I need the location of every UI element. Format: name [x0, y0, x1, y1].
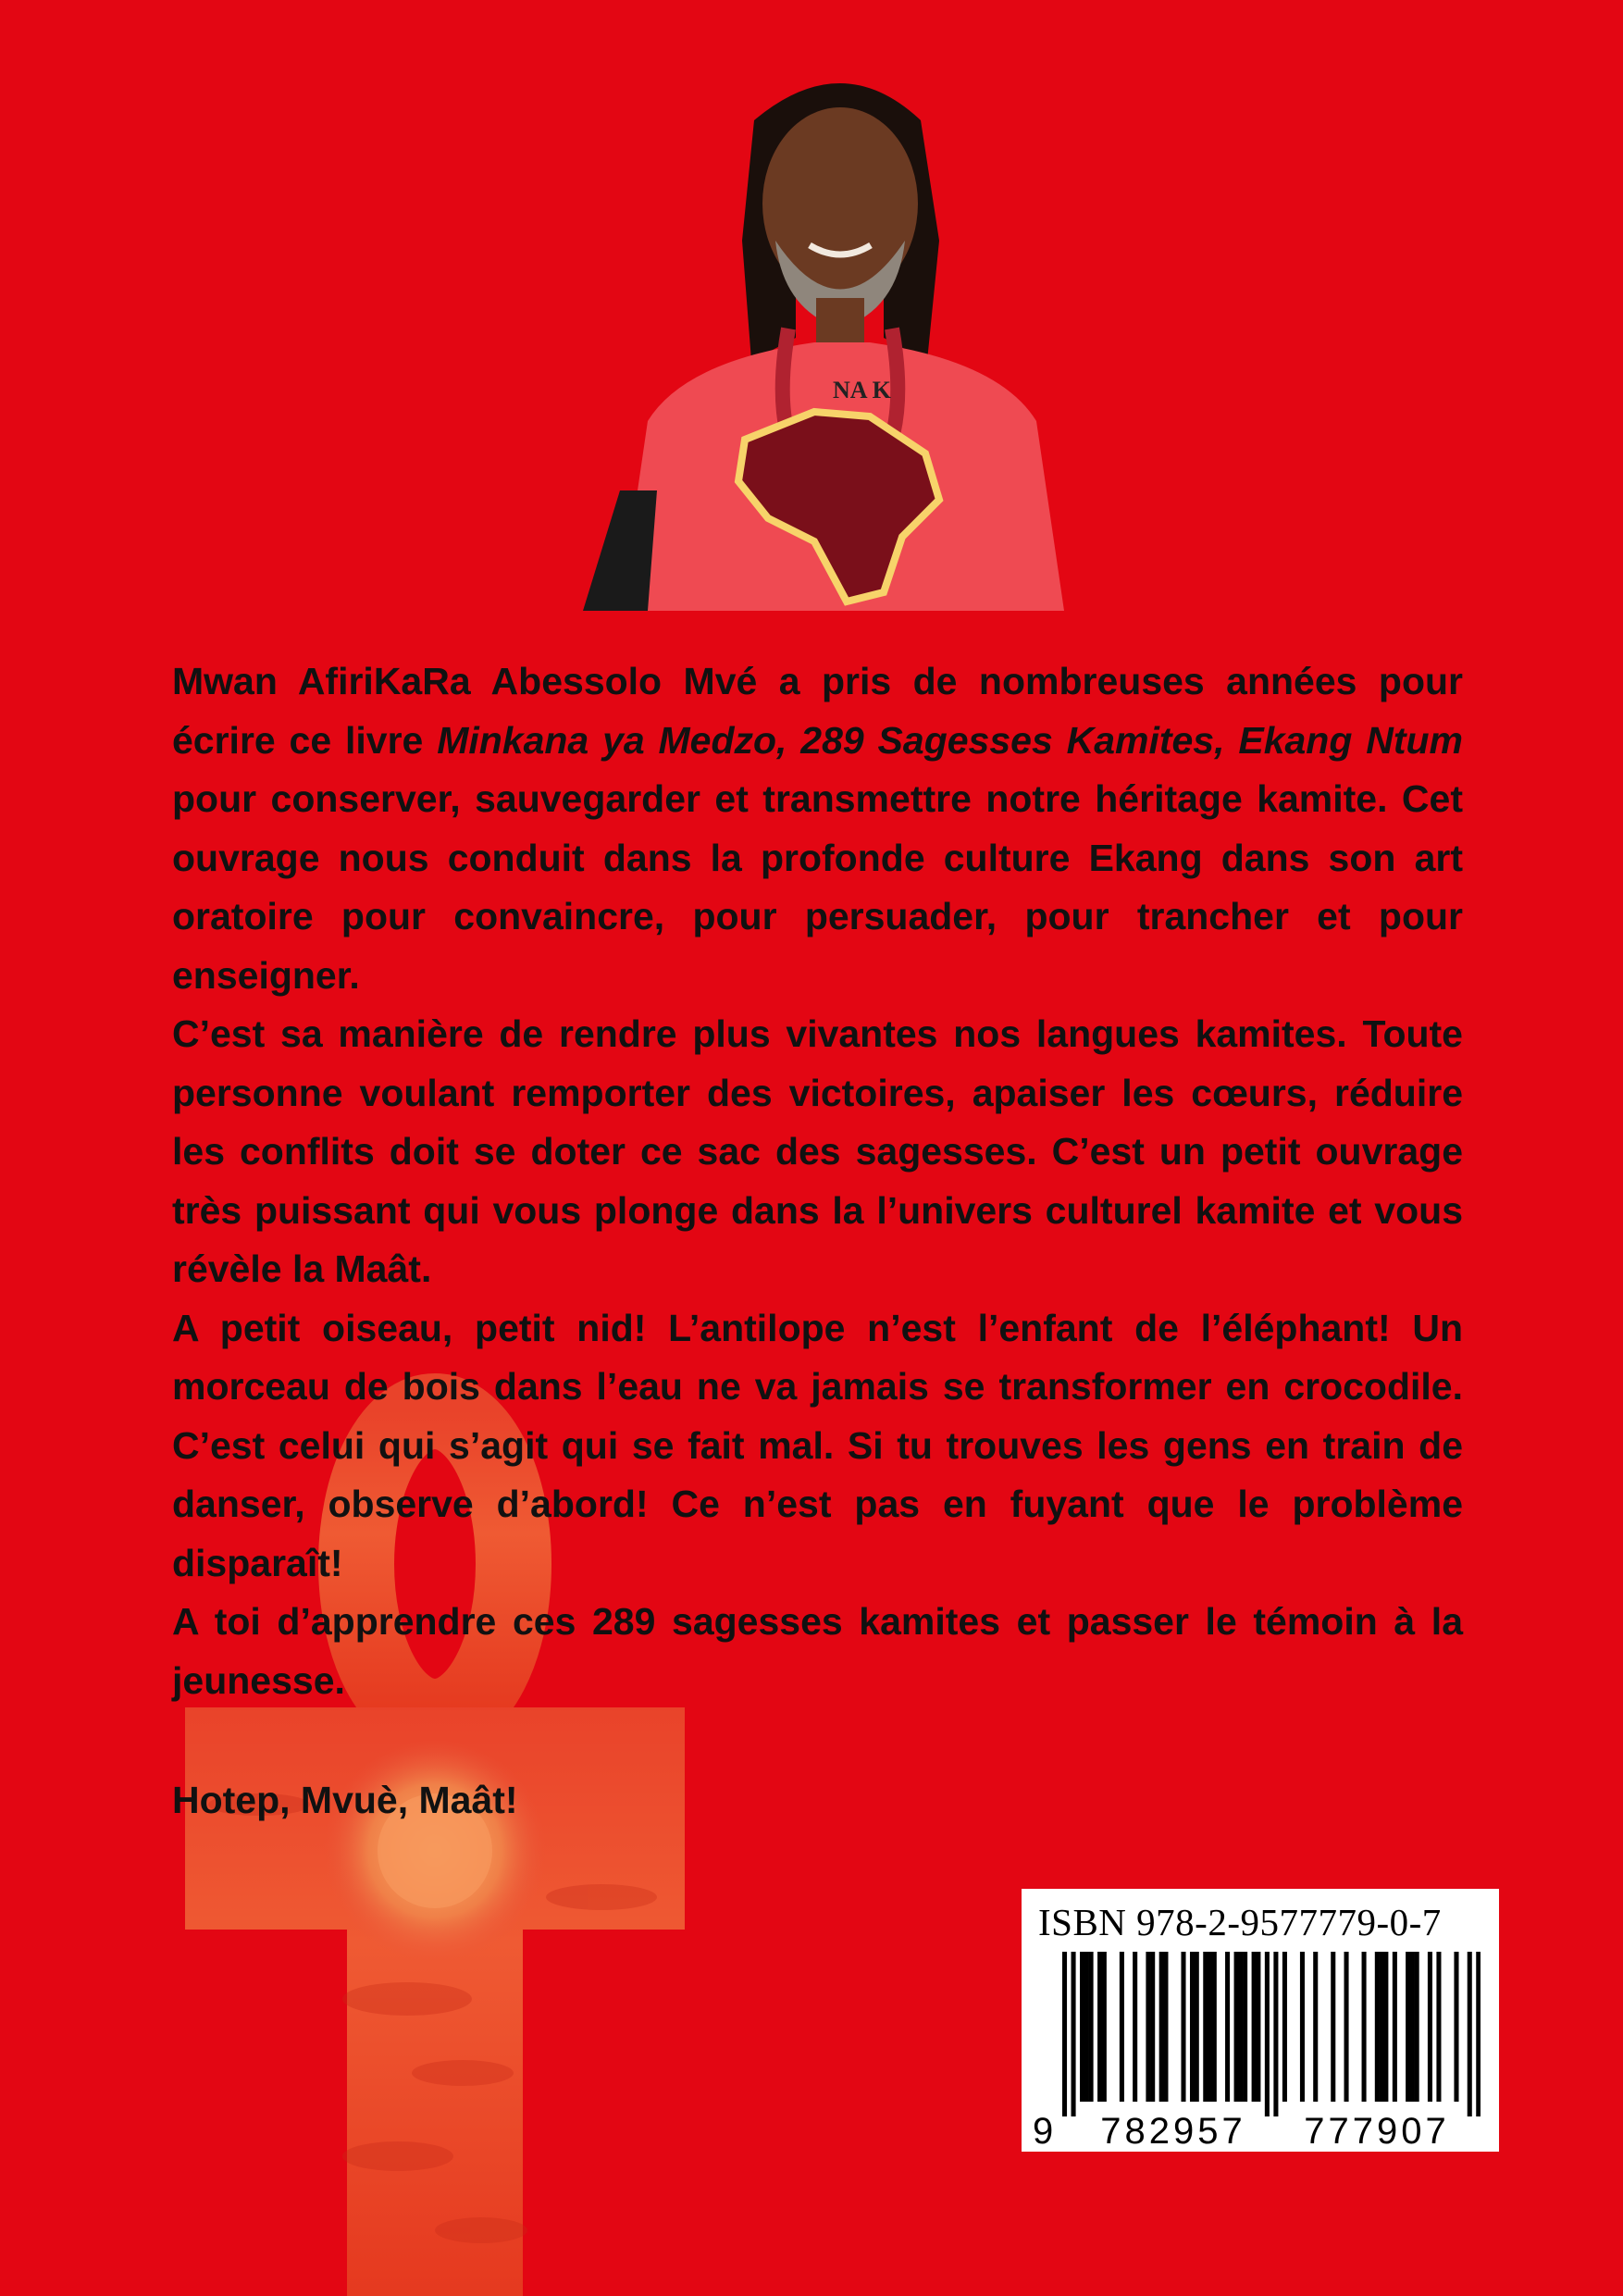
blurb-paragraph-4: A toi d’apprendre ces 289 sagesses kamites et passer le témoin à la jeunesse. — [172, 1600, 1463, 1702]
barcode-bar — [1468, 1952, 1472, 2116]
barcode-bar — [1476, 1952, 1481, 2116]
barcode-bar — [1120, 1952, 1124, 2102]
barcode-bar — [1097, 1952, 1102, 2102]
shirt-print-text: NA K — [833, 377, 891, 403]
isbn-label: ISBN 978-2-9577779-0-7 — [1038, 1901, 1442, 1943]
back-cover-blurb — [172, 652, 1463, 1710]
barcode-bar — [1190, 1952, 1195, 2102]
barcode-bar — [1243, 1952, 1247, 2102]
isbn-barcode — [1022, 1889, 1499, 2152]
barcode-bar — [1393, 1952, 1397, 2102]
ean-right-digits: 777907 — [1304, 2111, 1450, 2152]
barcode-bar — [1252, 1952, 1257, 2102]
blurb-paragraph-3: A petit oiseau, petit nid! L’antilope n’est l’enfant de l’éléphant! Un morceau de bois dans l’eau ne va jamais se transformer en crocodile. C’est celui qui s’agit qui se fait mal. Si tu trouves les gens en train de danser, observe d’abord! Ce n’est pas en fuyant que le problème disparaît! — [172, 1306, 1463, 1584]
barcode-bar — [1225, 1952, 1230, 2102]
blurb-paragraph-1: Mwan AfiriKaRa Abessolo Mvé a pris de nombreuses années pour écrire ce livre Minkana ya Medzo, 289 Sagesses Kamites, Ekang Ntum pour conserver, sauvegarder et transmettre notre héritage kamite. Cet ouvrage nous conduit dans la profonde culture Ekang dans son art oratoire pour convaincre, pour persuader, pour trancher et pour enseigner. — [172, 660, 1463, 997]
barcode-bars — [1062, 1952, 1481, 2116]
barcode-bar — [1146, 1952, 1150, 2102]
closing-greeting: Hotep, Mvuè, Maât! — [172, 1779, 518, 1821]
barcode-bar — [1380, 1952, 1384, 2102]
blurb-paragraph-2: C’est sa manière de rendre plus vivantes nos langues kamites. Toute personne voulant remporter des victoires, apaiser les cœurs, réduire les conflits doit se doter ce sac des sagesses. C’est un petit ouvrage très puissant qui vous plonge dans la l’univers culturel kamite et vous révèle la Maât. — [172, 1012, 1463, 1290]
barcode-bar — [1181, 1952, 1185, 2102]
barcode-bar — [1133, 1952, 1137, 2102]
barcode-bar — [1265, 1952, 1270, 2116]
author-portrait — [583, 56, 1101, 611]
barcode-bar — [1300, 1952, 1305, 2102]
barcode-bar — [1080, 1952, 1084, 2102]
barcode-bar — [1238, 1952, 1243, 2102]
barcode-bar — [1150, 1952, 1155, 2102]
barcode-bar — [1062, 1952, 1067, 2116]
barcode-bar — [1454, 1952, 1458, 2102]
barcode-bar — [1406, 1952, 1410, 2102]
ean-left-digits: 782957 — [1100, 2111, 1246, 2152]
ean-first-digit: 9 — [1033, 2111, 1054, 2152]
barcode-bar — [1383, 1952, 1388, 2102]
barcode-bar — [1313, 1952, 1318, 2102]
barcode-bar — [1234, 1952, 1239, 2102]
barcode-bar — [1375, 1952, 1380, 2102]
barcode-bar — [1436, 1952, 1441, 2102]
barcode-bar — [1163, 1952, 1168, 2102]
barcode-bar — [1089, 1952, 1094, 2102]
barcode-bar — [1344, 1952, 1349, 2102]
barcode-bar — [1282, 1952, 1287, 2102]
sleeve-left — [583, 490, 657, 611]
barcode-bar — [1428, 1952, 1432, 2102]
barcode-bar — [1331, 1952, 1335, 2102]
barcode-bar — [1256, 1952, 1260, 2102]
barcode-bar — [1208, 1952, 1212, 2102]
barcode-bar — [1195, 1952, 1199, 2102]
barcode-bar — [1410, 1952, 1415, 2102]
barcode-bar — [1362, 1952, 1367, 2102]
barcode-bar — [1273, 1952, 1278, 2116]
barcode-bar — [1084, 1952, 1089, 2102]
barcode-bar — [1415, 1952, 1419, 2102]
barcode-bar — [1203, 1952, 1208, 2102]
barcode-bar — [1102, 1952, 1107, 2102]
book-title: Minkana ya Medzo, 289 Sagesses Kamites, Ekang Ntum — [437, 718, 1463, 762]
barcode-bar — [1212, 1952, 1217, 2102]
barcode-bar — [1159, 1952, 1164, 2102]
barcode-bar — [1072, 1952, 1076, 2116]
